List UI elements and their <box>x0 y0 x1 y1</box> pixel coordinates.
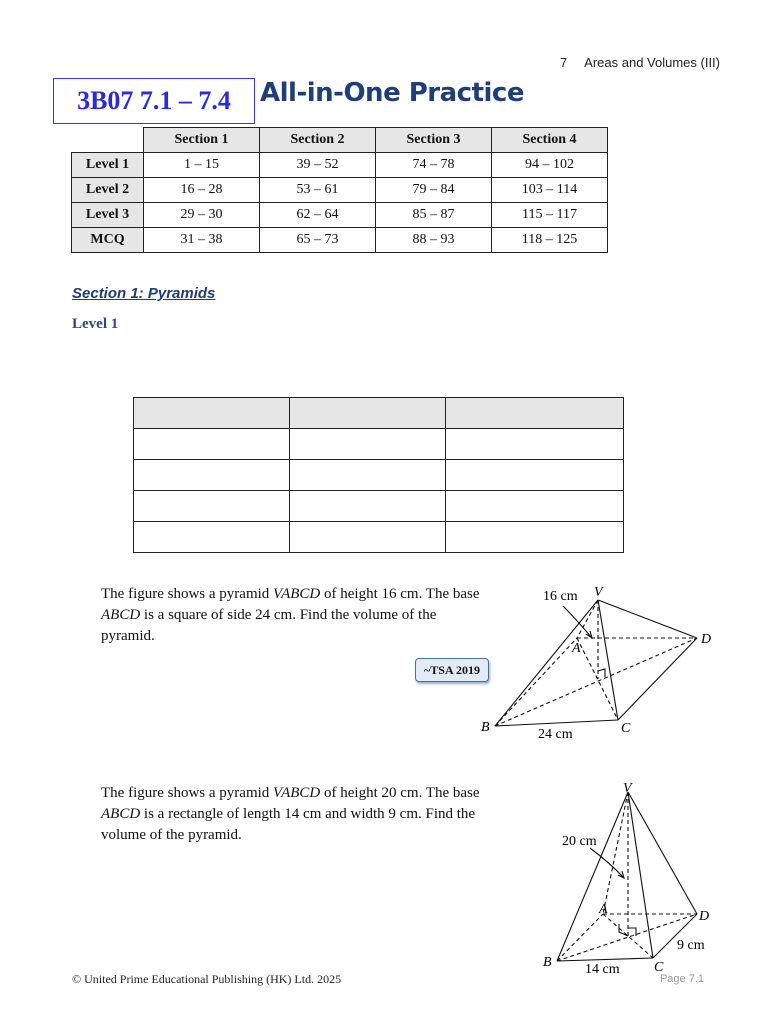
table-cell: 65 – 73 <box>260 228 376 253</box>
edge-va <box>603 792 628 914</box>
edge-ab <box>495 638 577 726</box>
q1-text-part: The figure shows a pyramid <box>101 586 274 602</box>
q2-text-part: of height 20 cm. The base <box>320 785 480 801</box>
vertex-c: C <box>654 960 664 975</box>
height-arrow <box>563 606 592 638</box>
vertex-a: A <box>572 641 581 656</box>
height-label: 20 cm <box>562 834 597 849</box>
width-label: 9 cm <box>677 938 705 953</box>
blank-cell <box>446 460 624 491</box>
blank-table-row <box>134 491 624 522</box>
blank-cell <box>290 398 446 429</box>
table-row <box>72 228 608 253</box>
vertex-d: D <box>701 632 712 647</box>
page-title: All-in-One Practice <box>260 78 524 108</box>
table-cell: 79 – 84 <box>376 178 492 203</box>
vertex-c: C <box>621 721 631 736</box>
edge-cd <box>618 638 697 720</box>
vertex-v: V <box>623 781 632 796</box>
blank-cell <box>290 460 446 491</box>
edge-bc <box>557 958 653 961</box>
q1-base-name: ABCD <box>101 607 141 623</box>
blank-cell <box>446 522 624 553</box>
table-row <box>72 178 608 203</box>
table-row <box>72 153 608 178</box>
table-cell: 103 – 114 <box>492 178 608 203</box>
pyramid-figure-2 <box>535 778 730 978</box>
table-cell: 62 – 64 <box>260 203 376 228</box>
vertex-d: D <box>699 909 710 924</box>
table-cell: 53 – 61 <box>260 178 376 203</box>
q1-text-part: of height 16 cm. The base <box>320 586 480 602</box>
table-cell: 39 – 52 <box>260 153 376 178</box>
table-header-row <box>72 128 608 153</box>
right-angle-mark <box>628 928 636 936</box>
blank-cell <box>290 491 446 522</box>
blank-cell <box>134 491 290 522</box>
blank-cell <box>446 429 624 460</box>
diagonal-bd <box>557 914 697 961</box>
row-header: Level 3 <box>72 203 144 228</box>
table-cell: 1 – 15 <box>144 153 260 178</box>
title-code-box <box>53 78 255 124</box>
title-code: 3B07 7.1 – 7.4 <box>77 86 231 115</box>
edge-bc <box>495 720 618 726</box>
table-cell: 31 – 38 <box>144 228 260 253</box>
edge-vb <box>557 792 628 961</box>
column-header: Section 3 <box>376 128 492 153</box>
diagonal-bd <box>495 638 697 726</box>
blank-cell <box>134 522 290 553</box>
table-cell: 88 – 93 <box>376 228 492 253</box>
table-cell: 115 – 117 <box>492 203 608 228</box>
blank-table-row <box>134 429 624 460</box>
vertex-a: A <box>599 902 608 917</box>
column-header: Section 4 <box>492 128 608 153</box>
length-label: 14 cm <box>585 962 620 977</box>
blank-cell <box>134 429 290 460</box>
height-label: 16 cm <box>543 589 578 604</box>
edge-vc <box>598 600 618 720</box>
row-header: MCQ <box>72 228 144 253</box>
blank-cell <box>290 522 446 553</box>
table-cell: 94 – 102 <box>492 153 608 178</box>
side-label: 24 cm <box>538 727 573 742</box>
edge-vd <box>598 600 697 638</box>
page-number: Page 7.1 <box>659 973 704 985</box>
blank-cell <box>446 398 624 429</box>
row-header: Level 1 <box>72 153 144 178</box>
edge-vb <box>495 600 598 726</box>
column-header: Section 2 <box>260 128 376 153</box>
source-tag: ~TSA 2019 <box>415 658 489 682</box>
blank-cell <box>134 398 290 429</box>
copyright-footer: © United Prime Educational Publishing (HK) Ltd. 2025 <box>72 972 342 986</box>
question-range-table <box>71 127 608 253</box>
table-corner <box>72 128 144 153</box>
column-header: Section 1 <box>144 128 260 153</box>
vertex-b: B <box>543 955 552 970</box>
right-angle-mark <box>598 669 605 677</box>
height-arrow <box>590 848 624 878</box>
blank-cell <box>134 460 290 491</box>
question-2-text <box>101 783 491 846</box>
row-header: Level 2 <box>72 178 144 203</box>
blank-table-header-row <box>134 398 624 429</box>
edge-ab <box>557 914 603 961</box>
table-cell: 85 – 87 <box>376 203 492 228</box>
vertex-v: V <box>594 585 603 600</box>
pyramid-figure-1 <box>475 580 725 745</box>
section-title: Section 1: Pyramids <box>72 285 216 302</box>
edge-vd <box>628 792 697 914</box>
q1-pyramid-name: VABCD <box>273 586 321 602</box>
table-cell: 74 – 78 <box>376 153 492 178</box>
blank-cell <box>446 491 624 522</box>
table-cell: 29 – 30 <box>144 203 260 228</box>
level-title: Level 1 <box>72 316 119 332</box>
q2-text-part: is a rectangle of length 14 cm and width 9 cm. Find the volume of the pyramid. <box>101 806 476 843</box>
table-cell: 16 – 28 <box>144 178 260 203</box>
chapter-header <box>560 55 720 70</box>
blank-table-row <box>134 522 624 553</box>
q2-pyramid-name: VABCD <box>273 785 321 801</box>
blank-table-row <box>134 460 624 491</box>
table-row <box>72 203 608 228</box>
blank-table <box>133 397 624 553</box>
blank-cell <box>290 429 446 460</box>
q2-base-name: ABCD <box>101 806 141 822</box>
chapter-number: 7 <box>560 55 568 70</box>
question-1-text <box>101 584 491 647</box>
q2-text-part: The figure shows a pyramid <box>101 785 274 801</box>
q1-text-part: is a square of side 24 cm. Find the volume of the pyramid. <box>101 607 437 644</box>
chapter-title: Areas and Volumes (III) <box>584 55 720 70</box>
edge-vc <box>628 792 653 958</box>
vertex-b: B <box>481 720 490 735</box>
table-cell: 118 – 125 <box>492 228 608 253</box>
